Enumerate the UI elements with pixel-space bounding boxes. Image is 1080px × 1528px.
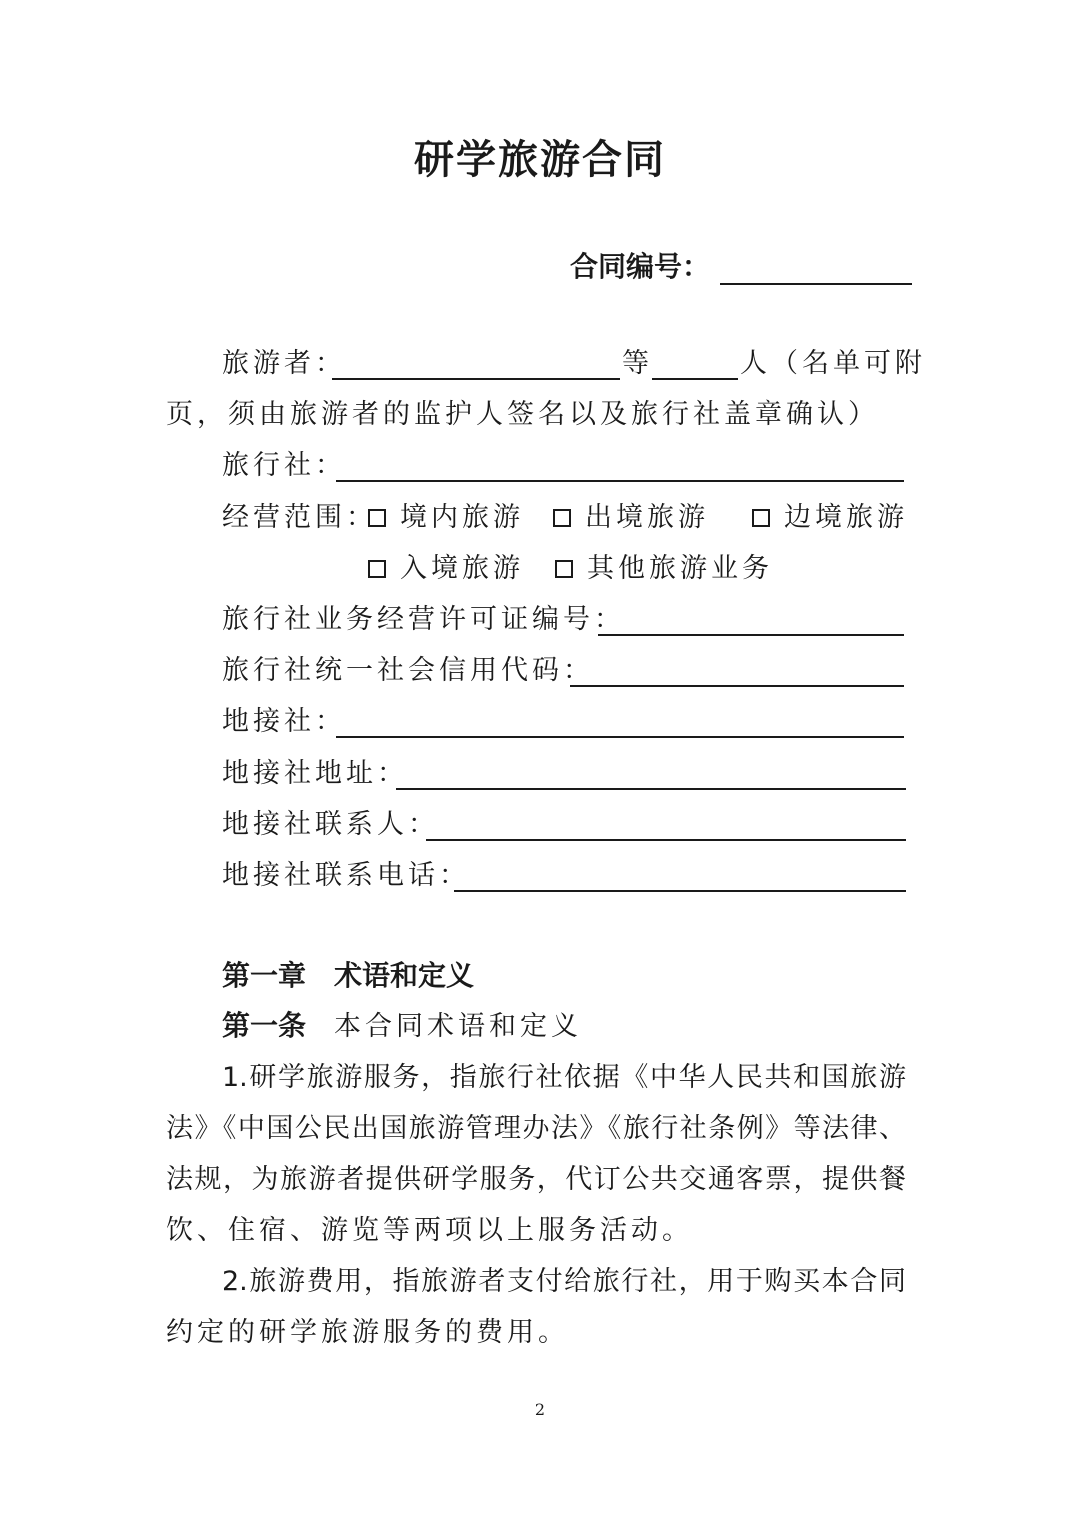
paragraph-2-line-1: 2.旅游费用，指旅游者支付给旅行社，用于购买本合同 [222,1266,906,1297]
local-phone-label: 地接社联系电话： [222,860,470,891]
article-heading [222,1008,582,1045]
scope-option-label: 境内旅游 [400,502,524,533]
local-phone-line [222,858,906,894]
checkbox-icon[interactable] [555,560,573,578]
local-agency-label: 地接社： [222,706,346,737]
credit-code-label: 旅行社统一社会信用代码： [222,655,594,686]
license-line [222,602,906,638]
document-title: 研学旅游合同 [414,136,666,183]
tourist-label: 旅游者： [222,348,346,379]
local-address-blank[interactable] [396,788,906,790]
license-blank[interactable] [598,634,904,636]
credit-code-blank[interactable] [570,685,904,687]
scope-option-label: 边境旅游 [784,502,908,533]
page-number: 2 [534,1400,546,1419]
checkbox-icon[interactable] [553,509,571,527]
scope-option-inbound[interactable] [368,551,524,587]
local-address-label: 地接社地址： [222,758,408,789]
tourist-continuation: 页，须由旅游者的监护人签名以及旅行社盖章确认） [166,399,879,430]
scope-option-label: 出境旅游 [585,502,709,533]
tourist-tail: 人（名单可附 [740,348,926,379]
chapter-heading: 第一章 术语和定义 [222,959,475,992]
article-title: 本合同术语和定义 [334,1011,583,1042]
contract-number-blank[interactable] [720,253,912,285]
agency-label: 旅行社： [222,450,346,481]
local-agency-line [222,704,906,740]
tourist-count-blank[interactable] [652,378,738,380]
scope-option-other[interactable] [555,551,773,587]
local-agency-blank[interactable] [336,736,904,738]
paragraph-1-line-4: 饮、住宿、游览等两项以上服务活动。 [166,1215,693,1246]
scope-option-label: 其他旅游业务 [587,553,773,584]
tourist-line [222,346,926,382]
tourist-mid: 等 [622,348,653,379]
scope-label: 经营范围： [222,502,377,533]
license-label: 旅行社业务经营许可证编号： [222,604,625,635]
checkbox-icon[interactable] [368,509,386,527]
local-contact-label: 地接社联系人： [222,809,439,840]
agency-blank[interactable] [336,480,904,482]
local-address-line [222,756,906,792]
scope-option-outbound[interactable] [553,500,709,536]
scope-option-label: 入境旅游 [400,553,524,584]
article-number: 第一条 [222,1009,307,1042]
tourist-name-blank[interactable] [332,378,620,380]
paragraph-1-line-2: 法》《中国公民出国旅游管理办法》《旅行社条例》等法律、 [166,1113,906,1144]
scope-option-domestic[interactable] [368,500,524,536]
checkbox-icon[interactable] [368,560,386,578]
local-phone-blank[interactable] [454,890,906,892]
checkbox-icon[interactable] [752,509,770,527]
paragraph-1-line-3: 法规，为旅游者提供研学服务，代订公共交通客票，提供餐 [166,1164,906,1195]
local-contact-blank[interactable] [426,839,906,841]
paragraph-2-line-2: 约定的研学旅游服务的费用。 [166,1317,569,1348]
local-contact-line [222,807,906,843]
credit-code-line [222,653,906,689]
scope-option-border[interactable] [752,500,908,536]
paragraph-1-line-1: 1.研学旅游服务，指旅行社依据《中华人民共和国旅游 [222,1062,906,1093]
agency-line [222,448,906,484]
contract-number-line [570,245,912,285]
contract-number-label: 合同编号： [570,250,711,283]
